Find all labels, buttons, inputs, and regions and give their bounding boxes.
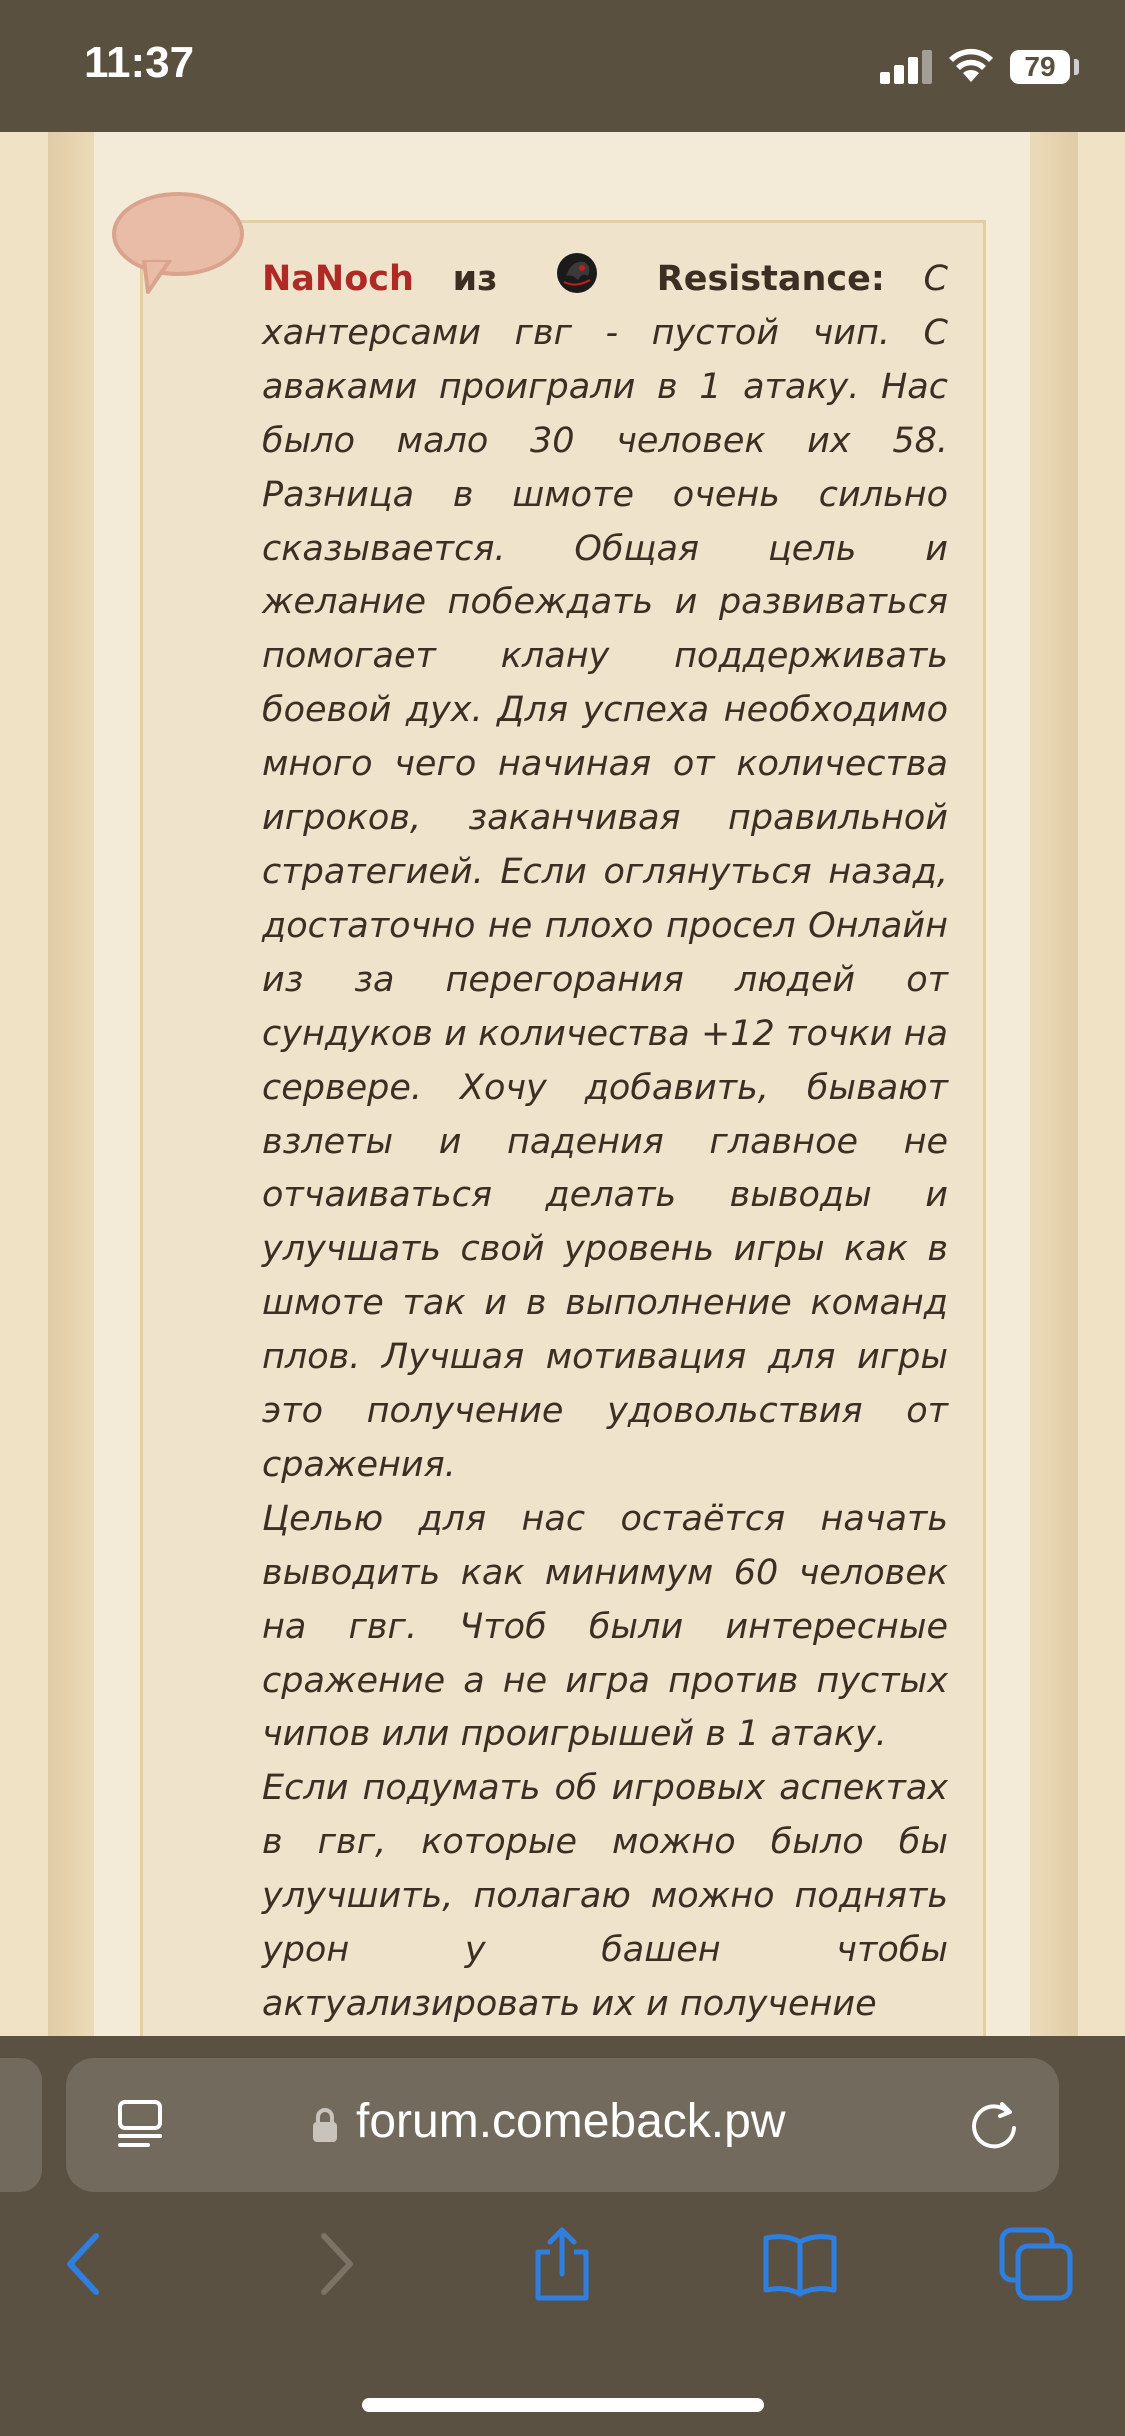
cellular-signal-icon bbox=[880, 48, 932, 84]
from-word: из bbox=[452, 259, 498, 299]
speech-bubble-tail-icon bbox=[140, 260, 180, 294]
home-indicator[interactable] bbox=[362, 2398, 764, 2412]
post-paragraph-3: Если подумать об игровых аспектах в гвг, которые можно было бы улучшить, полагаю можно поднять урон у башен чтобы актуализировать их и получение bbox=[262, 1768, 948, 2024]
post-paragraph-2: Целью для нас остаётся начать выводить как минимум 60 человек на гвг. Чтоб были интересные сражение а не игра против пустых чипов или проигрышей в 1 атаку. bbox=[262, 1498, 948, 1755]
battery-level: 79 bbox=[1010, 50, 1070, 84]
battery-tip bbox=[1074, 59, 1079, 75]
author-name[interactable]: NaNoch bbox=[262, 259, 414, 299]
post-body bbox=[262, 250, 948, 2032]
clan-name: Resistance: bbox=[656, 259, 885, 299]
page-menu-icon[interactable] bbox=[116, 2098, 166, 2150]
navigation-row bbox=[0, 2224, 1125, 2334]
lock-icon bbox=[312, 2106, 338, 2144]
clan-emblem-icon bbox=[554, 250, 600, 296]
status-time: 11:37 bbox=[84, 38, 195, 87]
previous-tab-preview[interactable] bbox=[0, 2058, 42, 2192]
tabs-icon[interactable] bbox=[996, 2224, 1076, 2304]
forum-page bbox=[0, 132, 1125, 2036]
forward-icon[interactable] bbox=[292, 2224, 372, 2304]
reload-icon[interactable] bbox=[968, 2098, 1020, 2150]
bookmarks-icon[interactable] bbox=[760, 2224, 840, 2304]
wifi-icon bbox=[948, 46, 994, 84]
browser-toolbar bbox=[0, 2036, 1125, 2436]
url-text[interactable]: forum.comeback.pw bbox=[356, 2095, 786, 2148]
status-bar bbox=[0, 0, 1125, 132]
back-icon[interactable] bbox=[48, 2224, 128, 2304]
share-icon[interactable] bbox=[522, 2224, 602, 2304]
post-paragraph-1: С хантерсами гвг - пустой чип. С аваками проиграли в 1 атаку. Нас было мало 30 человек их 58. Разница в шмоте очень сильно сказывается. Общая цель и желание побеждать и развиваться помогает клану поддерживать боевой дух. Для успеха необходимо много чего начиная от количества игроков, заканчивая правильной стратегией. Если оглянуться назад, достаточно не плохо просел Онлайн из за перегорания людей от сундуков и количества +12 точки на сервере. Хочу добавить, бывают взлеты и падения главное не отчаиваться делать выводы и улучшать свой уровень игры как в шмоте так и в выполнение команд плов. Лучшая мотивация для игры это получение удовольствия от сражения. bbox=[262, 259, 948, 1485]
address-bar[interactable] bbox=[66, 2058, 1059, 2192]
